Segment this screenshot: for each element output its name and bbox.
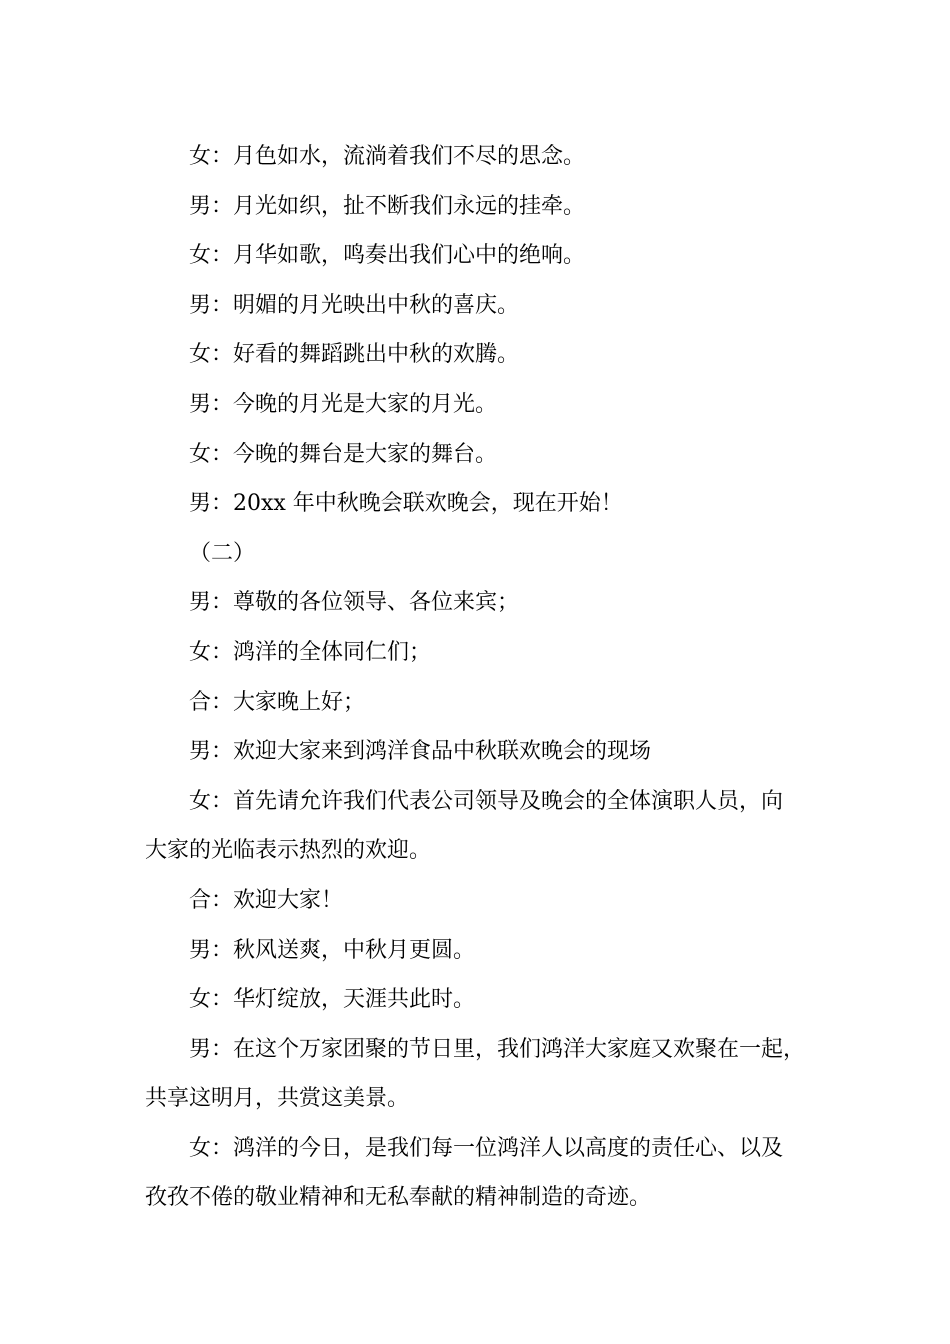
- dialogue-line: 男：今晚的月光是大家的月光。: [189, 391, 498, 417]
- dialogue-line: 女：鸿洋的今日，是我们每一位鸿洋人以高度的责任心、以及: [189, 1135, 784, 1161]
- document-body: [145, 132, 815, 1223]
- dialogue-line: 女：好看的舞蹈跳出中秋的欢腾。: [189, 342, 520, 368]
- dialogue-line: 女：月色如水，流淌着我们不尽的思念。: [189, 144, 586, 169]
- dialogue-line: 男：20xx 年中秋晚会联欢晚会，现在开始！: [189, 491, 623, 517]
- section-heading: （二）: [189, 540, 256, 566]
- dialogue-line: 男：秋风送爽，中秋月更圆。: [189, 937, 476, 963]
- dialogue-line: 男：在这个万家团聚的节日里，我们鸿洋大家庭又欢聚在一起，: [189, 1036, 806, 1062]
- dialogue-line: 男：尊敬的各位领导、各位来宾；: [189, 590, 520, 616]
- dialogue-line-continuation: 孜孜不倦的敬业精神和无私奉献的精神制造的奇迹。: [145, 1185, 652, 1211]
- dialogue-line: 合：欢迎大家！: [189, 887, 344, 913]
- dialogue-line: 男：明媚的月光映出中秋的喜庆。: [189, 292, 520, 318]
- dialogue-line: 女：鸿洋的全体同仁们；: [189, 639, 432, 665]
- dialogue-line: 合：大家晚上好；: [189, 689, 366, 715]
- dialogue-line: 女：首先请允许我们代表公司领导及晚会的全体演职人员，向: [189, 788, 784, 814]
- dialogue-line: 男：欢迎大家来到鸿洋食品中秋联欢晚会的现场: [189, 739, 652, 765]
- dialogue-line-continuation: 共享这明月，共赏这美景。: [145, 1086, 410, 1112]
- dialogue-line-continuation: 大家的光临表示热烈的欢迎。: [145, 838, 432, 864]
- dialogue-line: 女：月华如歌，鸣奏出我们心中的绝响。: [189, 243, 586, 269]
- dialogue-line: 女：华灯绽放，天涯共此时。: [189, 987, 476, 1013]
- dialogue-line: 男：月光如织，扯不断我们永远的挂牵。: [189, 193, 586, 219]
- dialogue-line: 女：今晚的舞台是大家的舞台。: [189, 441, 498, 467]
